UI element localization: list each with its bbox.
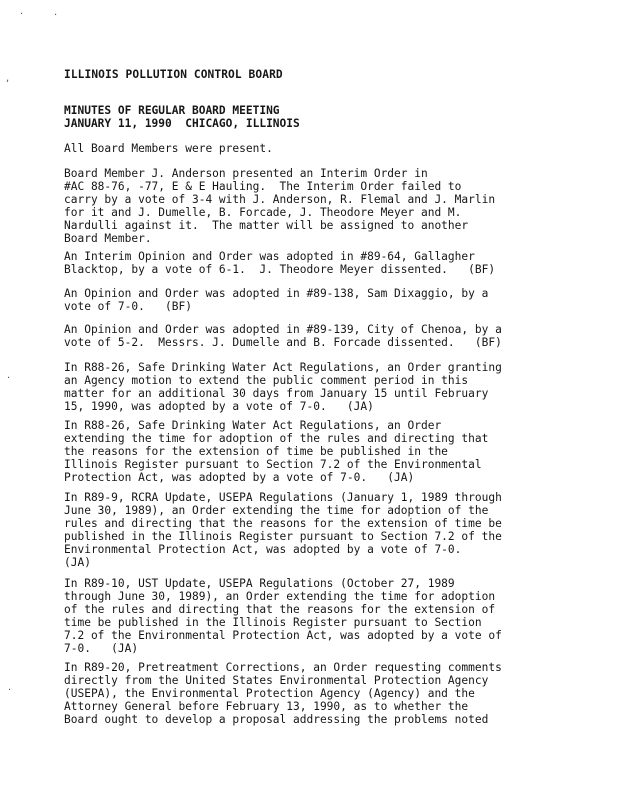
paragraph: Board Member J. Anderson presented an Interim Order in #AC 88-76, -77, E & E Hauling. The Interim Order failed to carry by a vote of 3-4 with J. Anderson, R. Flemal and J. Marlin for it and J. Dumelle, B. Forcade, J. Theodore Meyer and M. Nardulli against it. The matter will be assigned to another Board Member. [64,167,496,245]
scan-speck: · [20,9,24,20]
paragraph: An Opinion and Order was adopted in #89-139, City of Chenoa, by a vote of 5-2. Messrs. J. Dumelle and B. Forcade dissented. (BF) [64,323,502,349]
scan-speck: · [54,10,58,21]
paragraph: In R89-9, RCRA Update, USEPA Regulations (January 1, 1989 through June 30, 1989), an Order extending the time for adoption of the rules and directing that the reasons for the extension of time be published in the Illinois Register pursuant to Section 7.2 of the Environmental Protection Act, was adopted by a vote of 7-0. (JA) [64,491,502,569]
paragraph: An Interim Opinion and Order was adopted in #89-64, Gallagher Blacktop, by a vote of 6-1. J. Theodore Meyer dissented. (BF) [64,250,496,276]
minutes-title-line2: JANUARY 11, 1990 CHICAGO, ILLINOIS [64,117,300,130]
paragraph: In R88-26, Safe Drinking Water Act Regulations, an Order extending the time for adoption of the rules and directing that the reasons for the extension of time be published in the Illinois Register pursuant to Section 7.2 of the Environmental Protection Act, was adopted by a vote of 7-0. (JA) [64,419,489,484]
margin-mark: , [6,73,10,84]
margin-mark: · [7,373,11,384]
paragraph: An Opinion and Order was adopted in #89-138, Sam Dixaggio, by a vote of 7-0. (BF) [64,287,489,313]
paragraph: In R88-26, Safe Drinking Water Act Regulations, an Order granting an Agency motion to extend the public comment period in this matter for an additional 30 days from January 15 until February 15, 1990, was adopted by a vote of 7-0. (JA) [64,361,502,413]
organization-header: ILLINOIS POLLUTION CONTROL BOARD [64,68,283,81]
margin-mark: · [8,685,12,696]
paragraph: In R89-10, UST Update, USEPA Regulations (October 27, 1989 through June 30, 1989), an Order extending the time for adoption of the rules and directing that the reasons for the extension of time be published in the Illinois Register pursuant to Section 7.2 of the Environmental Protection Act, was adopted by a vote of 7-0. (JA) [64,577,502,655]
paragraph: In R89-20, Pretreatment Corrections, an Order requesting comments directly from the United States Environmental Protection Agency (USEPA), the Environmental Protection Agency (Agency) and the Attorney General before February 13, 1990, as to whether the Board ought to develop a proposal addressing the problems noted [64,661,502,726]
paragraph: All Board Members were present. [64,142,273,155]
minutes-title-line1: MINUTES OF REGULAR BOARD MEETING [64,104,280,117]
